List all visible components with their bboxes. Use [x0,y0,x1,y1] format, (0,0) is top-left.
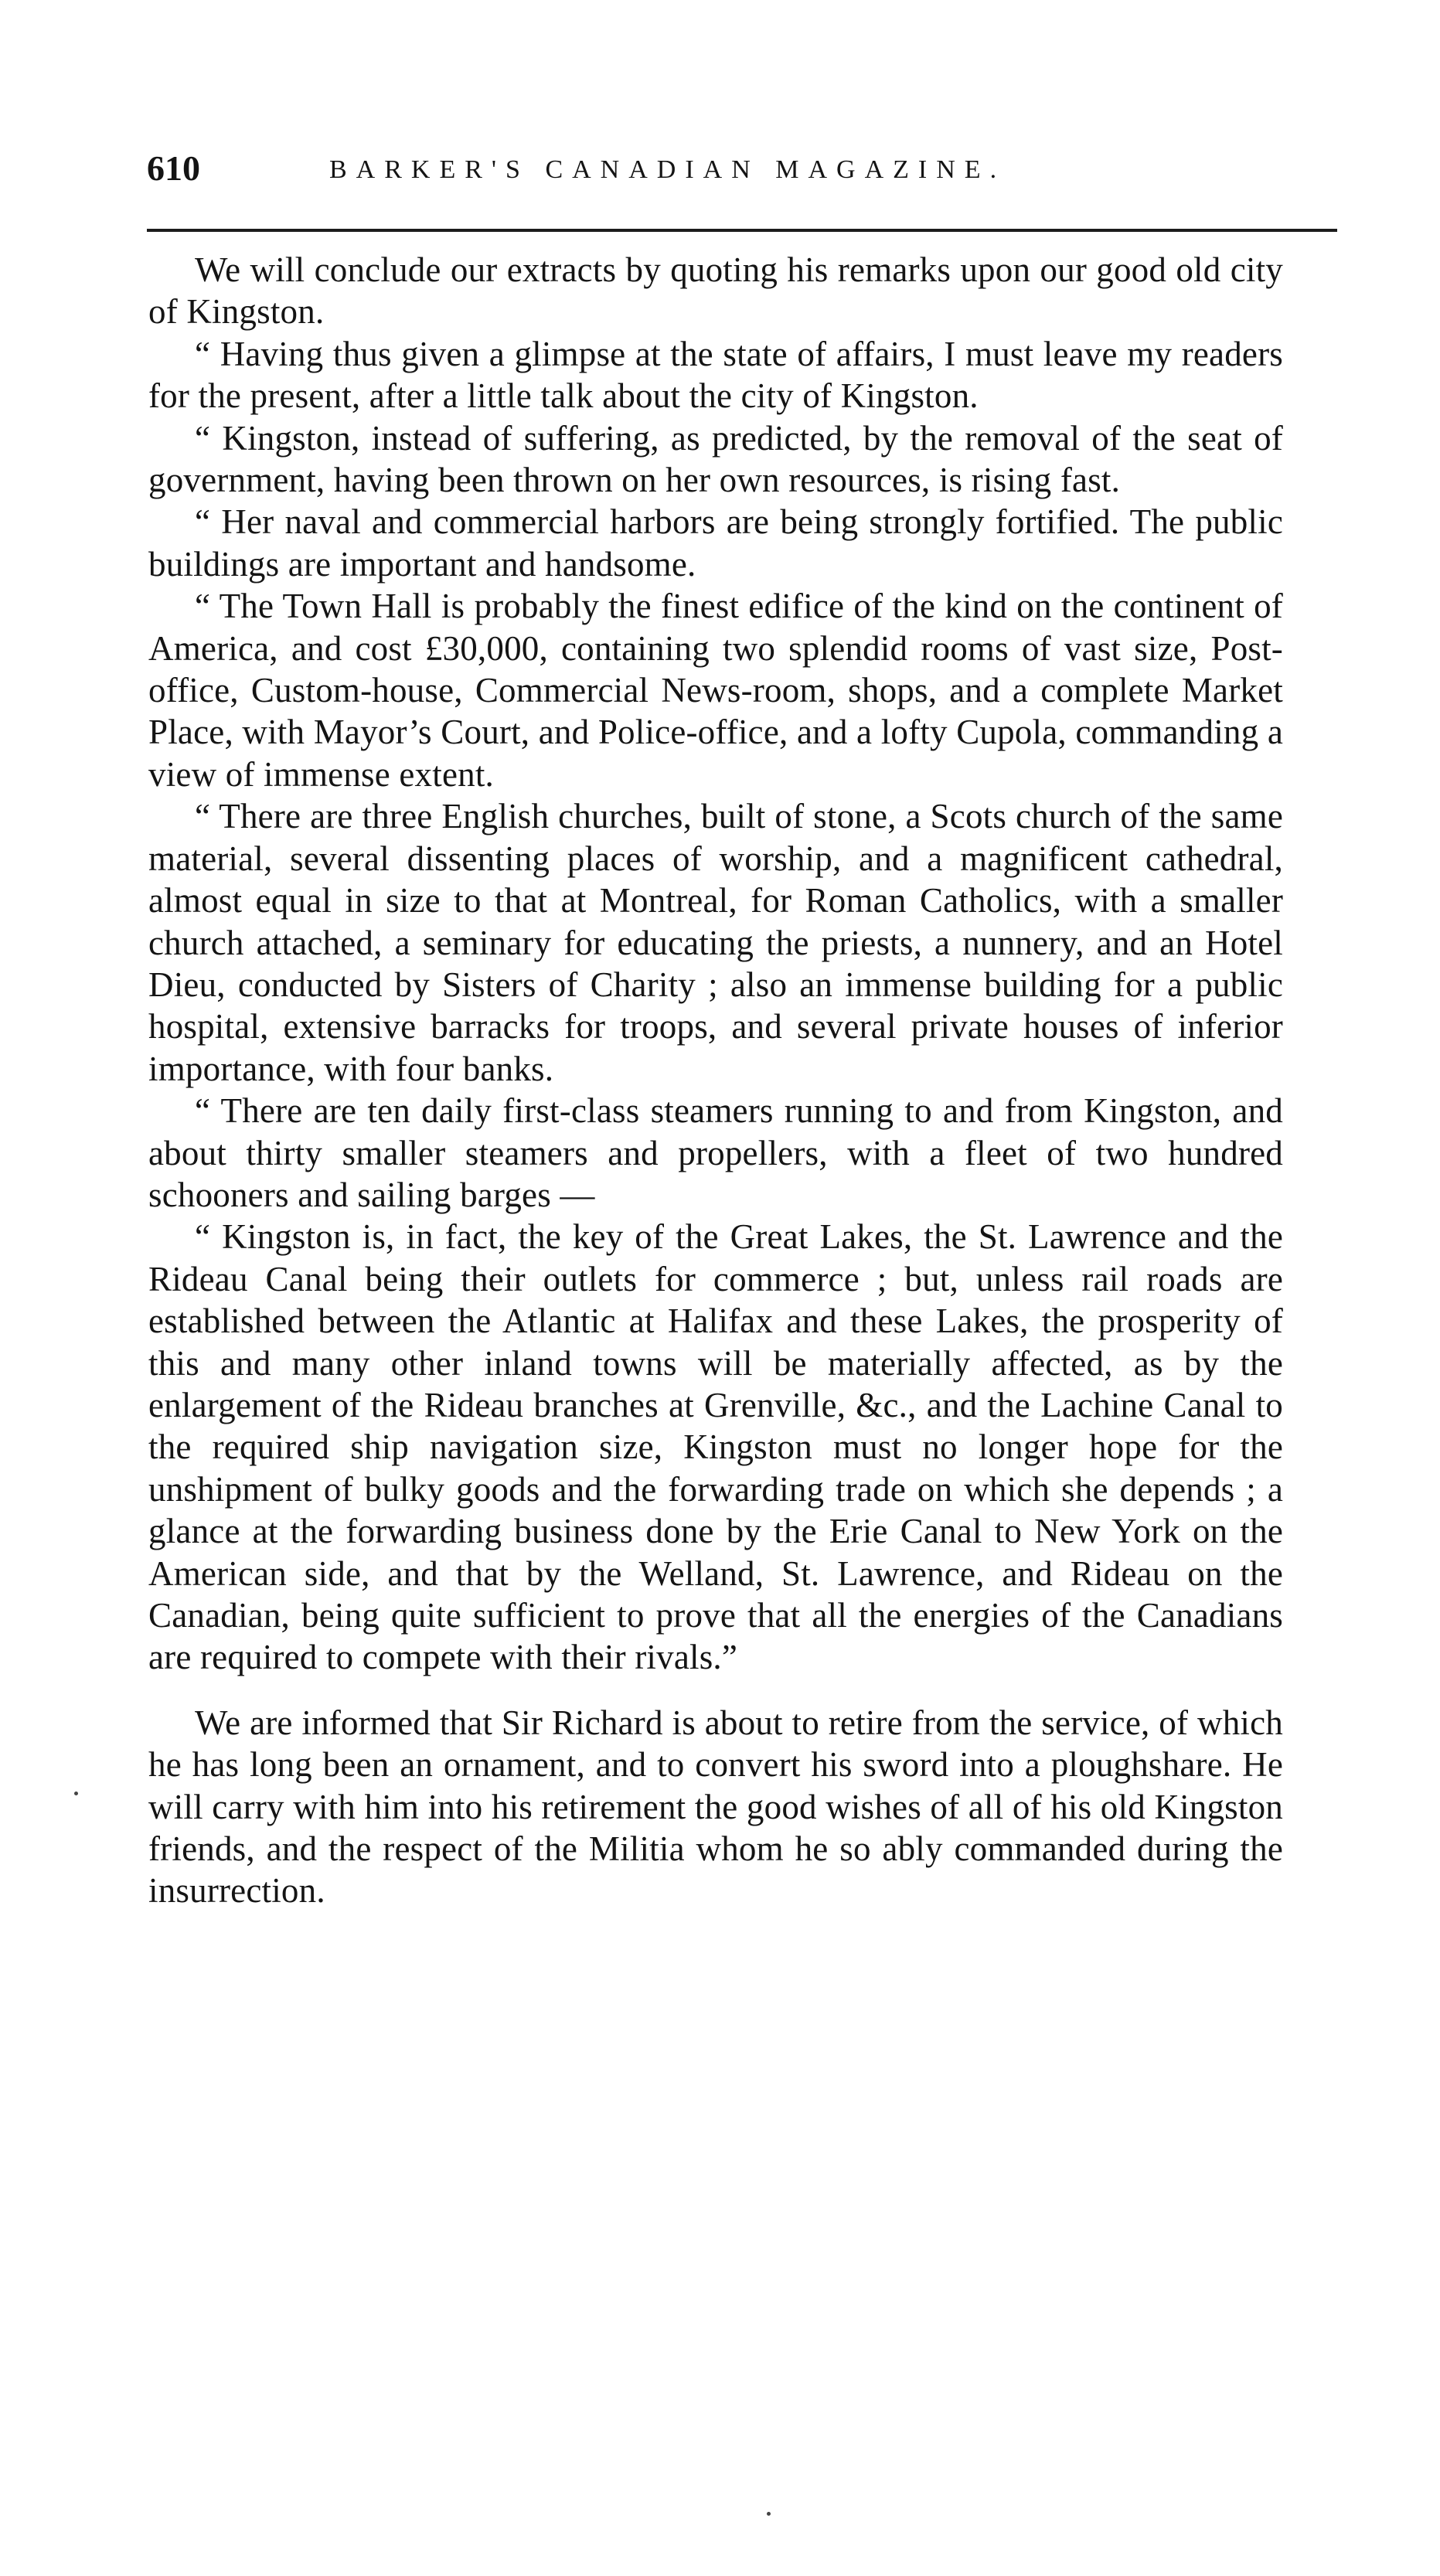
paragraph: “ Having thus given a glimpse at the state of affairs, I must leave my readers for the present, after a little talk about the city of Kingston. [148,334,1283,416]
page-header [147,145,1337,192]
paragraph: “ Kingston, instead of suffering, as predicted, by the removal of the seat of government, having been thrown on her own resources, is rising fast. [148,418,1283,500]
scan-speck [767,2512,771,2516]
paragraph: “ Her naval and commercial harbors are being strongly fortified. The public buildings are important and handsome. [148,502,1283,584]
paragraph: “ Kingston is, in fact, the key of the Great Lakes, the St. Lawrence and the Rideau Canal being their outlets for commerce ; but, unless rail roads are established between the Atlantic at Halifax and these Lakes, the prosperity of this and many other inland towns will be materially affected, as by the enlargement of the Rideau branches at Grenville, &c., and the Lachine Canal to the required ship navigation size, Kingston must no longer hope for the unshipment of bulky goods and the forwarding trade on which she depends ; a glance at the forwarding business done by the Erie Canal to New York on the American side, and that by the Welland, St. Lawrence, and Rideau on the Canadian, being quite sufficient to prove that all the energies of the Canadians are required to compete with their rivals.” [148,1217,1283,1677]
scan-speck [74,1792,78,1795]
paragraph: We are informed that Sir Richard is about to retire from the service, of which he has long been an ornament, and to convert his sword into a ploughshare. He will carry with him into his retirement the good wishes of all of his old Kingston friends, and the respect of the Militia whom he so ably commanded during the insurrection. [148,1703,1283,1911]
header-rule [147,229,1337,232]
article-body [148,249,1283,1912]
paragraph: We will conclude our extracts by quoting his remarks upon our good old city of Kingston. [148,250,1283,332]
paragraph: “ The Town Hall is probably the finest edifice of the kind on the continent of America, and cost £30,000, containing two splendid rooms of vast size, Post-office, Custom-house, Commercial News-room, shops, and a complete Market Place, with Mayor’s Court, and Police-office, and a lofty Cupola, commanding a view of immense extent. [148,587,1283,794]
running-title: BARKER'S CANADIAN MAGAZINE. [329,155,1006,184]
page-number: 610 [147,148,200,188]
paragraph: “ There are ten daily first-class steamers running to and from Kingston, and about thirty smaller steamers and propellers, with a fleet of two hundred schooners and sailing barges — [148,1091,1283,1214]
paragraph: “ There are three English churches, built of stone, a Scots church of the same material, several dissenting places of worship, and a magnificent cathedral, almost equal in size to that at Montreal, for Roman Catholics, with a smaller church attached, a seminary for educating the priests, a nunnery, and an Hotel Dieu, conducted by Sisters of Charity ; also an immense building for a public hospital, extensive barracks for troops, and several private houses of inferior importance, with four banks. [148,797,1283,1088]
